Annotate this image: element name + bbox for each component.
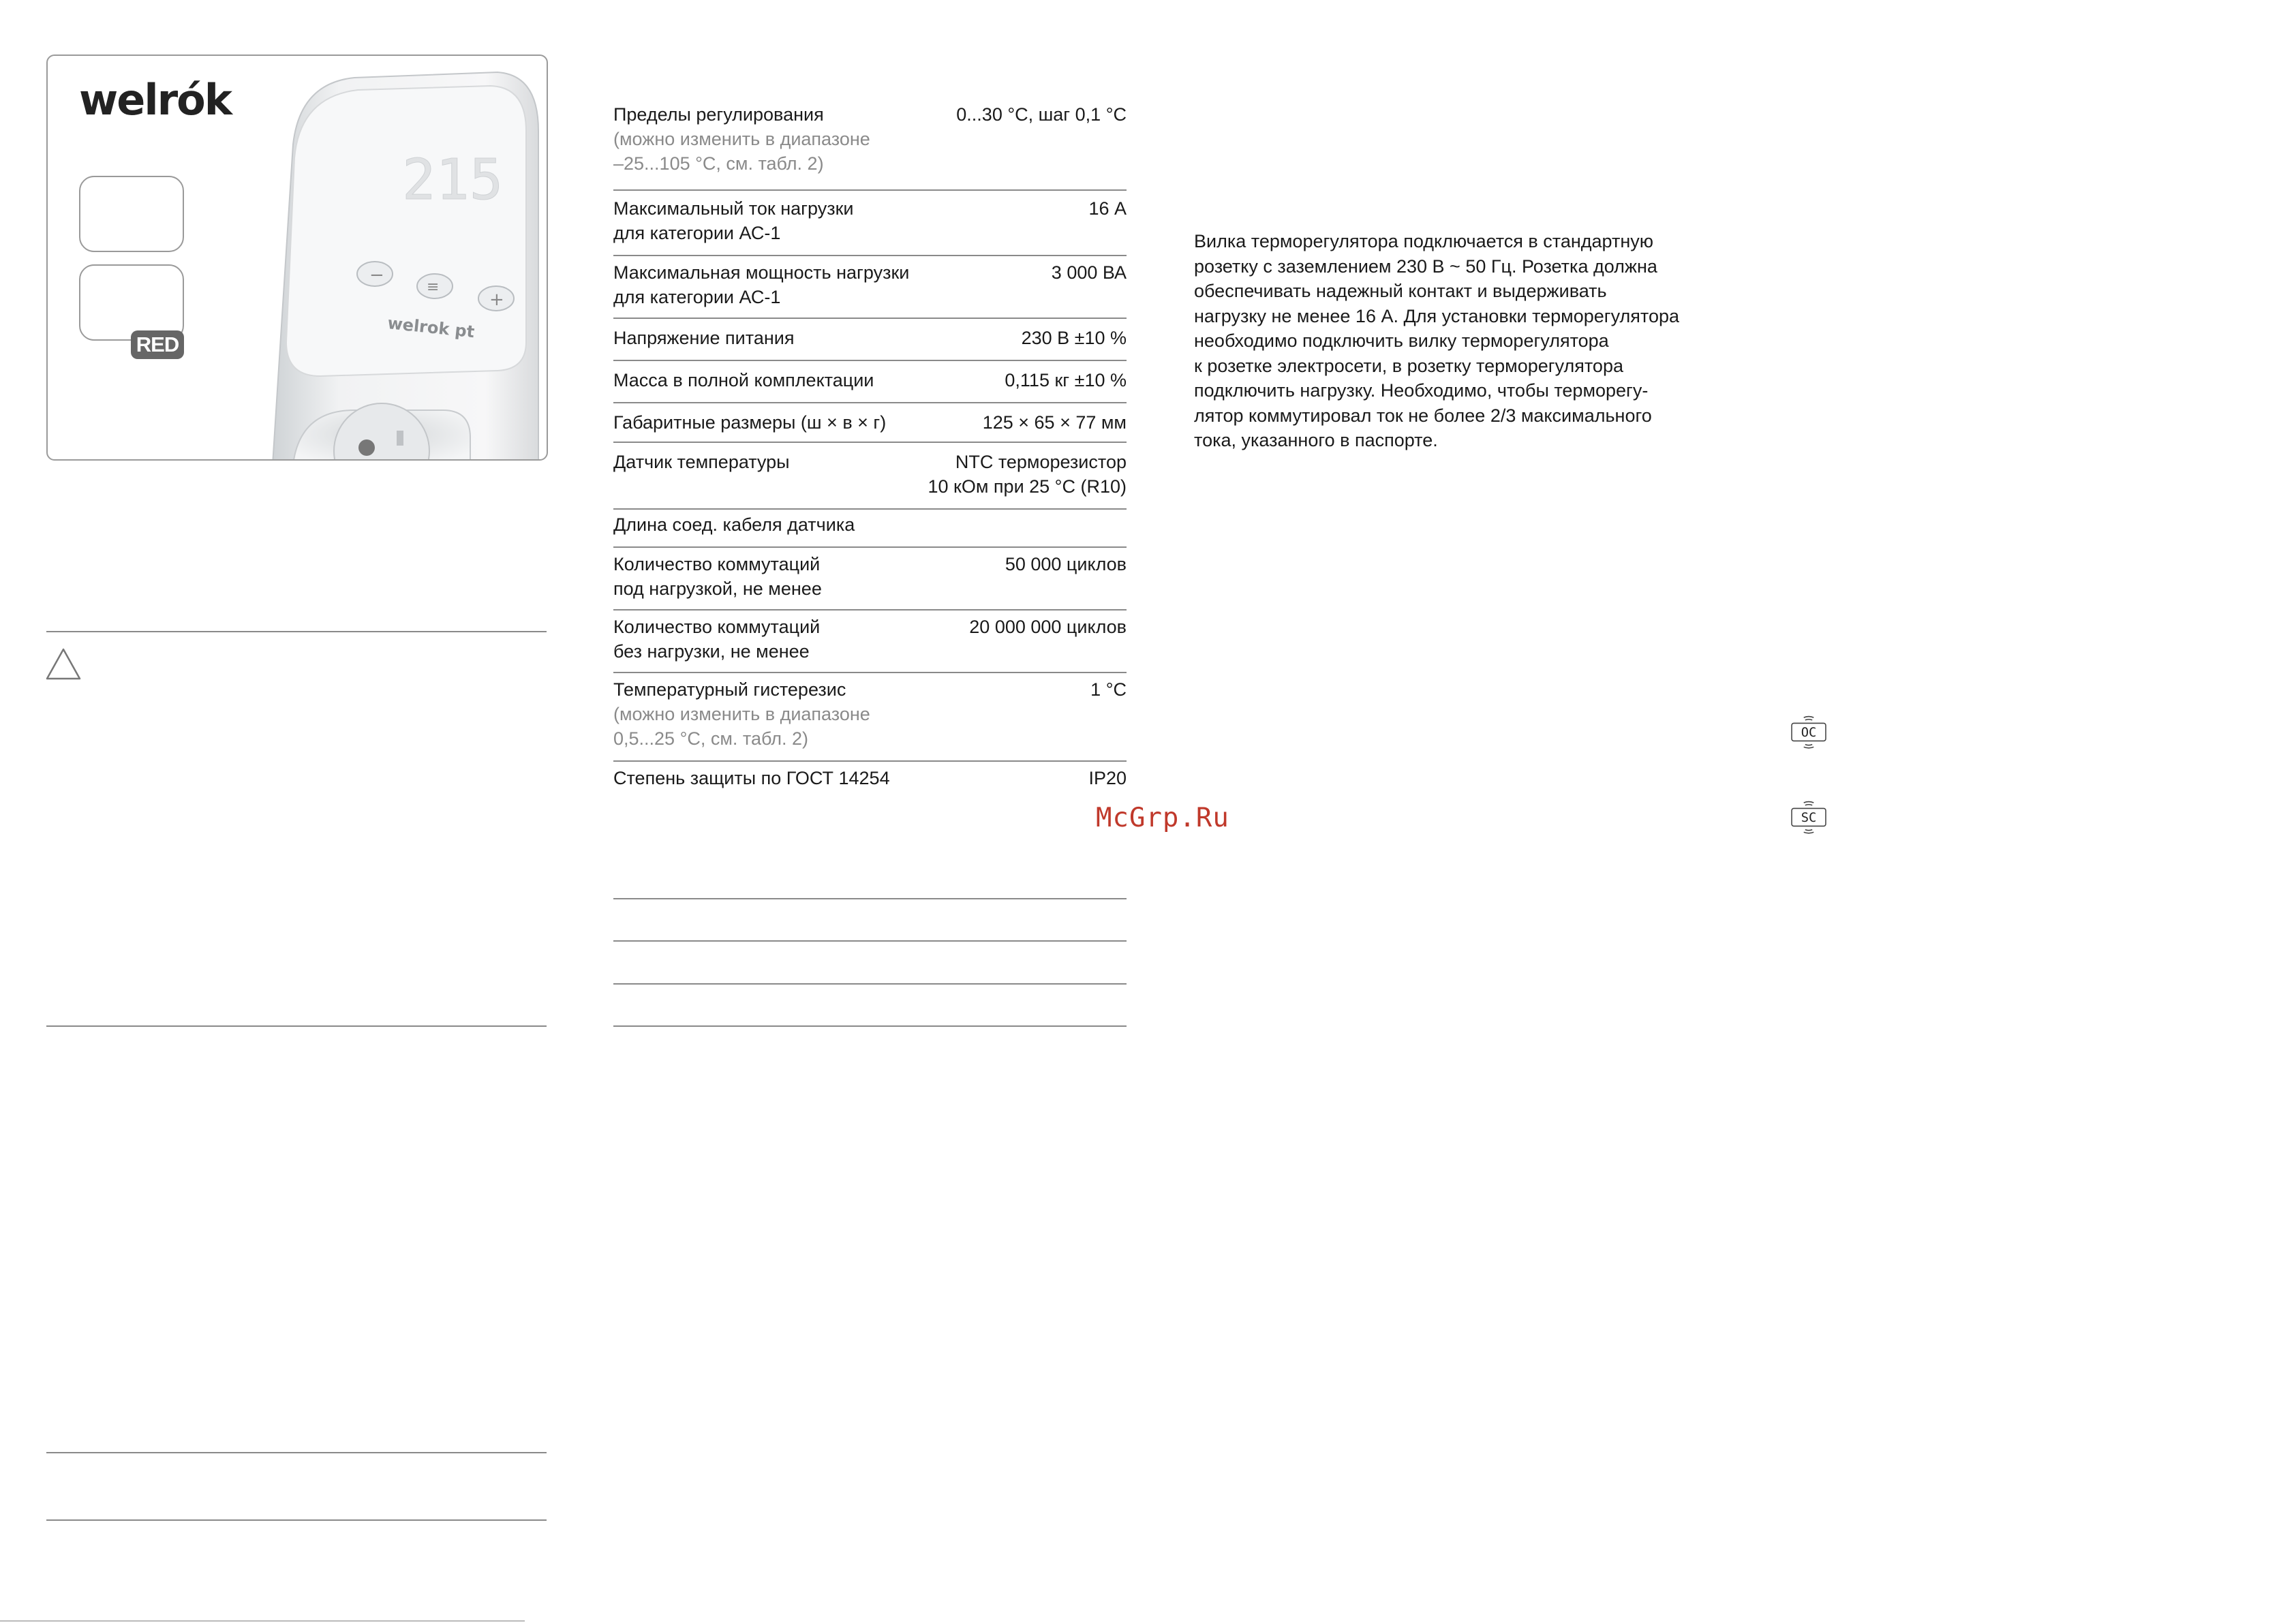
- connection-instructions: Вилка терморегулятора подключается в стандартную розетку с заземлением 230 В ~ 50 Гц. Розетка должна обеспечивать надежный контакт и выдерживать нагрузку не менее 16 А. Для установки терморегулятора необходимо подключить вилку терморегулятора к розетке электросети, в розетку терморегулятора подключить нагрузку. Необходимо, чтобы терморегу- лятор коммутировал ток не более 2/3 максимального тока, указанного в паспорте.: [1194, 231, 1680, 450]
- spec-row: [613, 450, 1127, 510]
- spec-row: [613, 766, 1127, 794]
- svg-text:≡: ≡: [427, 279, 440, 296]
- spec-value: 3 000 ВА: [1051, 262, 1127, 283]
- blank-rule: [613, 1025, 1127, 1027]
- spec-label: Длина соед. кабеля датчика: [613, 514, 855, 535]
- spec-row: [613, 260, 1127, 319]
- spec-row: [613, 677, 1127, 762]
- section-divider: [46, 1519, 547, 1521]
- spec-row: [613, 615, 1127, 673]
- spec-row: [613, 102, 1127, 191]
- thermostat-device-image: [218, 56, 548, 461]
- display-code: SC: [1801, 811, 1817, 826]
- display-indicator-sc: [1775, 801, 1843, 836]
- spec-value: 20 000 000 циклов: [969, 617, 1127, 637]
- spec-value: 50 000 циклов: [1005, 554, 1127, 574]
- spec-label: Датчик температуры: [613, 452, 790, 472]
- spec-label: Максимальная мощность нагрузки для категории АС-1: [613, 262, 910, 307]
- section-divider: [46, 631, 547, 632]
- feature-icon-frame: [79, 176, 184, 252]
- watermark: McGrp.Ru: [1096, 803, 1229, 833]
- spec-label: Максимальный ток нагрузки для категории АС-1: [613, 198, 854, 243]
- svg-text:+: +: [489, 290, 504, 310]
- spec-note: (можно изменить в диапазоне 0,5...25 °С, см. табл. 2): [613, 704, 870, 749]
- red-badge: RED: [131, 330, 184, 359]
- svg-text:−: −: [369, 265, 384, 285]
- spec-row: [613, 368, 1127, 403]
- display-code: OC: [1801, 726, 1817, 741]
- spec-value: NTC терморезистор 10 кОм при 25 °С (R10): [928, 452, 1127, 497]
- spec-label: Температурный гистерезис: [613, 679, 846, 700]
- spec-label: Габаритные размеры (ш × в × г): [613, 412, 887, 433]
- brand-logo: welrók: [79, 75, 231, 125]
- device-display-reading: 215: [402, 148, 504, 213]
- display-indicator-oc: [1775, 715, 1843, 751]
- spec-label: Пределы регулирования: [613, 104, 824, 125]
- spec-label: Степень защиты по ГОСТ 14254: [613, 768, 890, 788]
- spec-label: Масса в полной комплектации: [613, 370, 874, 390]
- spec-row: [613, 410, 1127, 443]
- spec-row: [613, 552, 1127, 610]
- spec-note: (можно изменить в диапазоне –25...105 °С, см. табл. 2): [613, 129, 870, 174]
- warning-triangle-icon: [45, 647, 82, 681]
- blank-rule: [613, 940, 1127, 942]
- spec-value: 125 × 65 × 77 мм: [982, 412, 1127, 433]
- page-bottom-rule: [0, 1620, 525, 1622]
- spec-label: Напряжение питания: [613, 328, 795, 348]
- device-label: welrok pt: [386, 313, 476, 342]
- spec-value: 230 В ±10 %: [1021, 328, 1127, 348]
- spec-value: 16 А: [1088, 198, 1127, 219]
- feature-icon-frame: [79, 264, 184, 341]
- spec-row: [613, 326, 1127, 361]
- blank-rule: [613, 898, 1127, 899]
- spec-value: IP20: [1088, 768, 1127, 788]
- spec-value: 0,115 кг ±10 %: [1005, 370, 1127, 390]
- spec-value: 0...30 °С, шаг 0,1 °С: [956, 104, 1127, 125]
- spec-row: [613, 512, 1127, 548]
- section-divider: [46, 1452, 547, 1453]
- section-divider: [46, 1025, 547, 1027]
- spec-label: Количество коммутаций под нагрузкой, не менее: [613, 554, 822, 599]
- blank-rule: [613, 983, 1127, 985]
- product-image-panel: [46, 55, 548, 461]
- spec-label: Количество коммутаций без нагрузки, не менее: [613, 617, 821, 662]
- spec-row: [613, 196, 1127, 256]
- spec-value: 1 °С: [1090, 679, 1127, 700]
